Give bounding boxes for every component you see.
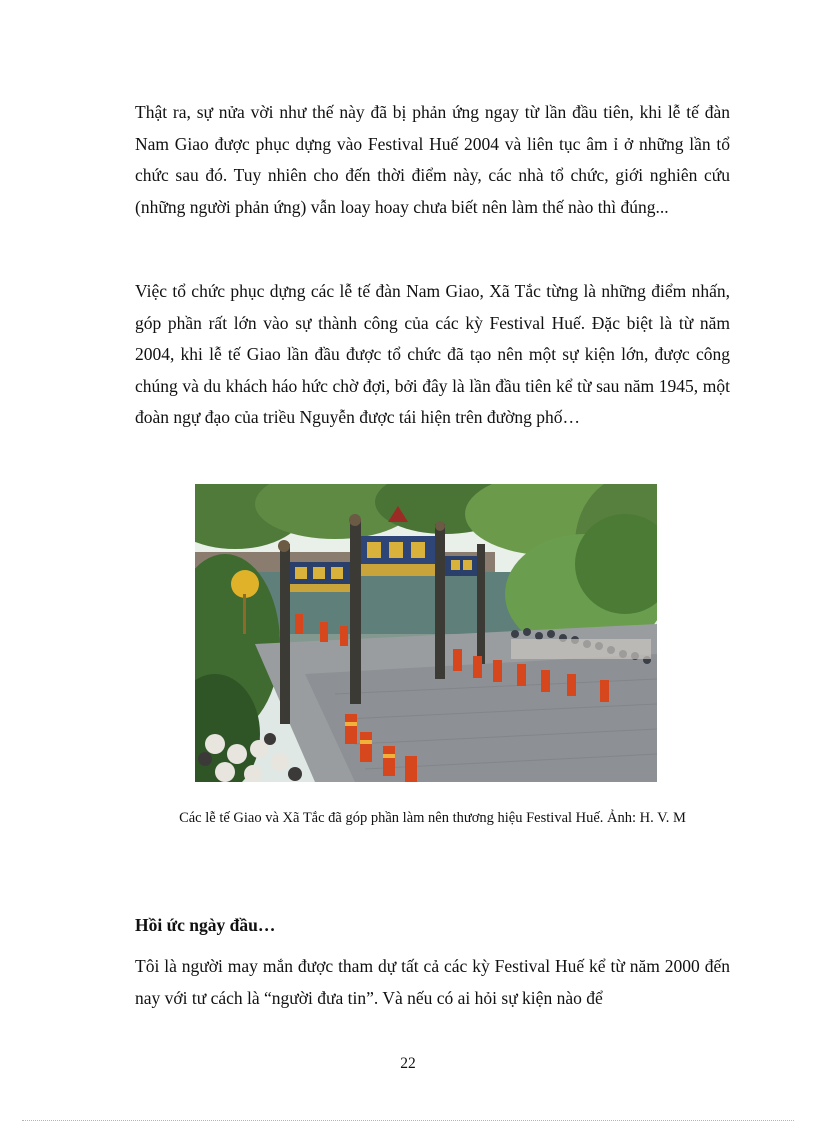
paragraph-2: Việc tổ chức phục dựng các lễ tế đàn Nam Giao, Xã Tắc từng là những điểm nhấn, góp phần rất lớn vào sự thành công của các kỳ Festival Huế. Đặc biệt là từ năm 2004, khi lễ tế Giao lần đầu được tổ chức đã tạo nên một sự kiện lớn, được công chúng và du khách háo hức chờ đợi, bởi đây là lần đầu tiên kể từ sau năm 1945, một đoàn ngự đạo của triều Nguyễn được tái hiện trên đường phố… (135, 281, 730, 427)
festival-procession-photo (195, 484, 657, 782)
paragraph-1: Thật ra, sự nửa vời như thế này đã bị phản ứng ngay từ lần đầu tiên, khi lễ tế đàn Nam Giao được phục dựng vào Festival Huế 2004 và liên tục âm ỉ ở những lần tổ chức sau đó. Tuy nhiên cho đến thời điểm này, các nhà tổ chức, giới nghiên cứu (những người phản ứng) vẫn loay hoay chưa biết nên làm thế nào thì đúng... (135, 102, 730, 217)
paragraph-3: Tôi là người may mắn được tham dự tất cả các kỳ Festival Huế kể từ năm 2000 đến nay với tư cách là “người đưa tin”. Và nếu có ai hỏi sự kiện nào để (135, 956, 730, 1008)
page-bottom-divider (22, 1120, 794, 1121)
photo-caption: Các lễ tế Giao và Xã Tắc đã góp phần làm nên thương hiệu Festival Huế. Ảnh: H. V. M (179, 810, 686, 826)
page-number: 22 (400, 1055, 416, 1072)
section-heading: Hồi ức ngày đầu… (135, 915, 276, 935)
